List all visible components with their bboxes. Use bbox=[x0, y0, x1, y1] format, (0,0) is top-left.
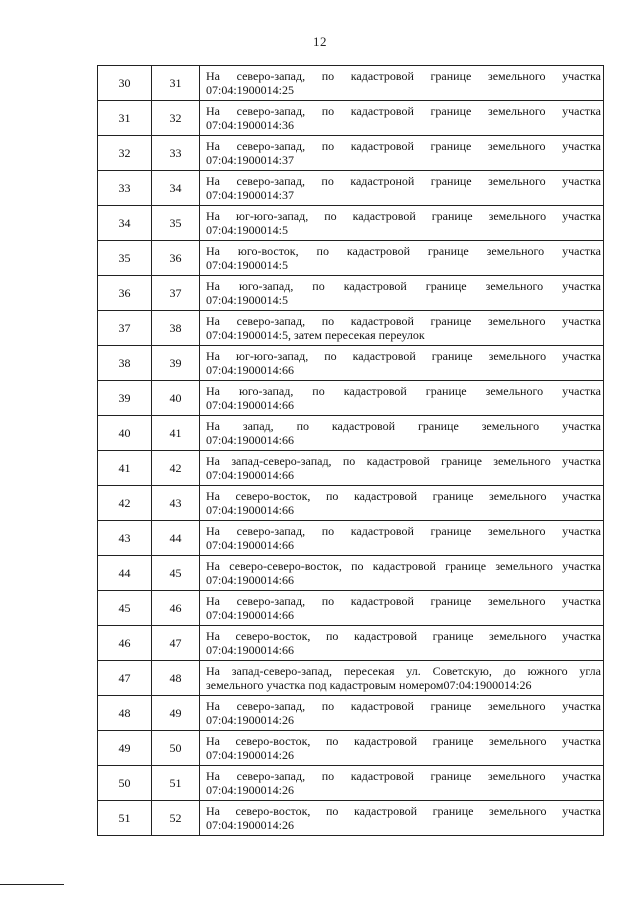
description-direction-text: На северо-запад, по кадастровой границе земельного участка bbox=[206, 524, 601, 538]
boundary-description-cell bbox=[200, 696, 604, 731]
description-cadastral-text: 07:04:1900014:36 bbox=[206, 118, 295, 132]
boundary-description-cell bbox=[200, 381, 604, 416]
description-direction-text: На северо-запад, по кадастроной границе земельного участка bbox=[206, 174, 601, 188]
description-cadastral-text: 07:04:1900014:66 bbox=[206, 468, 295, 482]
description-cadastral-text: 07:04:1900014:26 bbox=[206, 818, 295, 832]
description-cadastral-text: 07:04:1900014:66 bbox=[206, 503, 295, 517]
point-to-cell: 31 bbox=[152, 66, 200, 101]
point-to-cell: 51 bbox=[152, 766, 200, 801]
boundary-description-cell bbox=[200, 171, 604, 206]
description-direction-text: На северо-запад, по кадастровой границе земельного участка bbox=[206, 104, 601, 118]
point-to-cell: 42 bbox=[152, 451, 200, 486]
description-cadastral-text: 07:04:1900014:5 bbox=[206, 223, 289, 237]
boundary-description-cell bbox=[200, 801, 604, 836]
description-cadastral-text: 07:04:1900014:66 bbox=[206, 573, 295, 587]
point-from-cell: 36 bbox=[98, 276, 152, 311]
table-row bbox=[98, 136, 604, 171]
point-to-cell: 48 bbox=[152, 661, 200, 696]
table-row bbox=[98, 556, 604, 591]
description-direction-text: На северо-запад, по кадастровой границе земельного участка bbox=[206, 139, 601, 153]
point-from-cell: 31 bbox=[98, 101, 152, 136]
description-direction-text: На юго-запад, по кадастровой границе земельного участка bbox=[206, 279, 601, 293]
description-direction-text: На юг-юго-запад, по кадастровой границе земельного участка bbox=[206, 209, 601, 223]
description-direction-text: На запад, по кадастровой границе земельного участка bbox=[206, 419, 601, 433]
point-to-cell: 43 bbox=[152, 486, 200, 521]
boundary-description-cell bbox=[200, 451, 604, 486]
point-from-cell: 51 bbox=[98, 801, 152, 836]
point-from-cell: 49 bbox=[98, 731, 152, 766]
description-direction-text: На северо-запад, по кадастровой границе земельного участка bbox=[206, 69, 601, 83]
point-to-cell: 36 bbox=[152, 241, 200, 276]
table-row bbox=[98, 241, 604, 276]
boundary-description-cell bbox=[200, 661, 604, 696]
point-from-cell: 34 bbox=[98, 206, 152, 241]
point-to-cell: 41 bbox=[152, 416, 200, 451]
description-direction-text: На северо-запад, по кадастровой границе земельного участка bbox=[206, 699, 601, 713]
point-to-cell: 32 bbox=[152, 101, 200, 136]
point-to-cell: 38 bbox=[152, 311, 200, 346]
description-cadastral-text: 07:04:1900014:66 bbox=[206, 363, 295, 377]
point-from-cell: 30 bbox=[98, 66, 152, 101]
point-from-cell: 47 bbox=[98, 661, 152, 696]
description-direction-text: На запад-северо-запад, по кадастровой границе земельного участка bbox=[206, 454, 601, 468]
description-direction-text: На юго-запад, по кадастровой границе земельного участка bbox=[206, 384, 601, 398]
point-from-cell: 48 bbox=[98, 696, 152, 731]
table-row bbox=[98, 101, 604, 136]
description-direction-text: На северо-восток, по кадастровой границе земельного участка bbox=[206, 734, 601, 748]
boundary-description-cell bbox=[200, 731, 604, 766]
boundary-description-cell bbox=[200, 136, 604, 171]
description-direction-text: На северо-восток, по кадастровой границе земельного участка bbox=[206, 629, 601, 643]
description-direction-text: На юг-юго-запад, по кадастровой границе земельного участка bbox=[206, 349, 601, 363]
table-row bbox=[98, 661, 604, 696]
point-from-cell: 46 bbox=[98, 626, 152, 661]
boundary-description-cell bbox=[200, 521, 604, 556]
boundary-description-cell bbox=[200, 101, 604, 136]
table-row bbox=[98, 276, 604, 311]
boundary-description-cell bbox=[200, 241, 604, 276]
point-to-cell: 50 bbox=[152, 731, 200, 766]
point-from-cell: 42 bbox=[98, 486, 152, 521]
description-direction-text: На северо-восток, по кадастровой границе земельного участка bbox=[206, 489, 601, 503]
point-from-cell: 45 bbox=[98, 591, 152, 626]
footnote-separator bbox=[0, 884, 64, 885]
description-direction-text: На северо-восток, по кадастровой границе земельного участка bbox=[206, 804, 601, 818]
page-number: 12 bbox=[313, 34, 327, 49]
table-row bbox=[98, 381, 604, 416]
point-from-cell: 35 bbox=[98, 241, 152, 276]
point-from-cell: 43 bbox=[98, 521, 152, 556]
point-from-cell: 38 bbox=[98, 346, 152, 381]
boundary-description-cell bbox=[200, 66, 604, 101]
boundary-description-cell bbox=[200, 766, 604, 801]
description-direction-text: На запад-северо-запад, пересекая ул. Советскую, до южного угла bbox=[206, 664, 601, 678]
description-cadastral-text: 07:04:1900014:26 bbox=[206, 748, 295, 762]
point-to-cell: 49 bbox=[152, 696, 200, 731]
description-cadastral-text: земельного участка под кадастровым номером07:04:1900014:26 bbox=[206, 678, 532, 692]
description-cadastral-text: 07:04:1900014:5 bbox=[206, 258, 289, 272]
table-row bbox=[98, 591, 604, 626]
table-row bbox=[98, 696, 604, 731]
description-cadastral-text: 07:04:1900014:66 bbox=[206, 608, 295, 622]
description-direction-text: На северо-запад, по кадастровой границе земельного участка bbox=[206, 769, 601, 783]
description-cadastral-text: 07:04:1900014:26 bbox=[206, 713, 295, 727]
table-row bbox=[98, 486, 604, 521]
boundary-description-cell bbox=[200, 276, 604, 311]
boundary-description-cell bbox=[200, 311, 604, 346]
description-direction-text: На северо-запад, по кадастровой границе земельного участка bbox=[206, 314, 601, 328]
description-cadastral-text: 07:04:1900014:66 bbox=[206, 538, 295, 552]
table-row bbox=[98, 626, 604, 661]
point-from-cell: 50 bbox=[98, 766, 152, 801]
point-from-cell: 33 bbox=[98, 171, 152, 206]
table-row bbox=[98, 346, 604, 381]
point-from-cell: 37 bbox=[98, 311, 152, 346]
point-to-cell: 37 bbox=[152, 276, 200, 311]
description-direction-text: На юго-восток, по кадастровой границе земельного участка bbox=[206, 244, 601, 258]
point-from-cell: 39 bbox=[98, 381, 152, 416]
description-cadastral-text: 07:04:1900014:37 bbox=[206, 188, 295, 202]
description-cadastral-text: 07:04:1900014:25 bbox=[206, 83, 295, 97]
table-row bbox=[98, 66, 604, 101]
point-to-cell: 34 bbox=[152, 171, 200, 206]
point-to-cell: 39 bbox=[152, 346, 200, 381]
boundary-description-table bbox=[97, 65, 604, 836]
boundary-description-cell bbox=[200, 486, 604, 521]
description-direction-text: На северо-запад, по кадастровой границе земельного участка bbox=[206, 594, 601, 608]
point-to-cell: 47 bbox=[152, 626, 200, 661]
description-cadastral-text: 07:04:1900014:66 bbox=[206, 398, 295, 412]
table-row bbox=[98, 416, 604, 451]
point-to-cell: 40 bbox=[152, 381, 200, 416]
description-cadastral-text: 07:04:1900014:66 bbox=[206, 433, 295, 447]
table-body bbox=[98, 66, 604, 836]
point-to-cell: 33 bbox=[152, 136, 200, 171]
boundary-description-cell bbox=[200, 626, 604, 661]
point-from-cell: 41 bbox=[98, 451, 152, 486]
point-to-cell: 52 bbox=[152, 801, 200, 836]
description-cadastral-text: 07:04:1900014:26 bbox=[206, 783, 295, 797]
table-row bbox=[98, 311, 604, 346]
description-cadastral-text: 07:04:1900014:5, затем пересекая переулок bbox=[206, 328, 425, 342]
description-cadastral-text: 07:04:1900014:66 bbox=[206, 643, 295, 657]
description-direction-text: На северо-северо-восток, по кадастровой границе земельного участка bbox=[206, 559, 601, 573]
point-to-cell: 35 bbox=[152, 206, 200, 241]
table-row bbox=[98, 171, 604, 206]
point-from-cell: 40 bbox=[98, 416, 152, 451]
point-from-cell: 32 bbox=[98, 136, 152, 171]
boundary-description-cell bbox=[200, 556, 604, 591]
boundary-description-cell bbox=[200, 416, 604, 451]
table-row bbox=[98, 206, 604, 241]
table-row bbox=[98, 731, 604, 766]
description-cadastral-text: 07:04:1900014:37 bbox=[206, 153, 295, 167]
point-to-cell: 44 bbox=[152, 521, 200, 556]
boundary-description-cell bbox=[200, 591, 604, 626]
point-from-cell: 44 bbox=[98, 556, 152, 591]
point-to-cell: 45 bbox=[152, 556, 200, 591]
boundary-description-cell bbox=[200, 206, 604, 241]
table-row bbox=[98, 801, 604, 836]
table-row bbox=[98, 451, 604, 486]
boundary-description-cell bbox=[200, 346, 604, 381]
description-cadastral-text: 07:04:1900014:5 bbox=[206, 293, 289, 307]
table-row bbox=[98, 766, 604, 801]
table-row bbox=[98, 521, 604, 556]
point-to-cell: 46 bbox=[152, 591, 200, 626]
